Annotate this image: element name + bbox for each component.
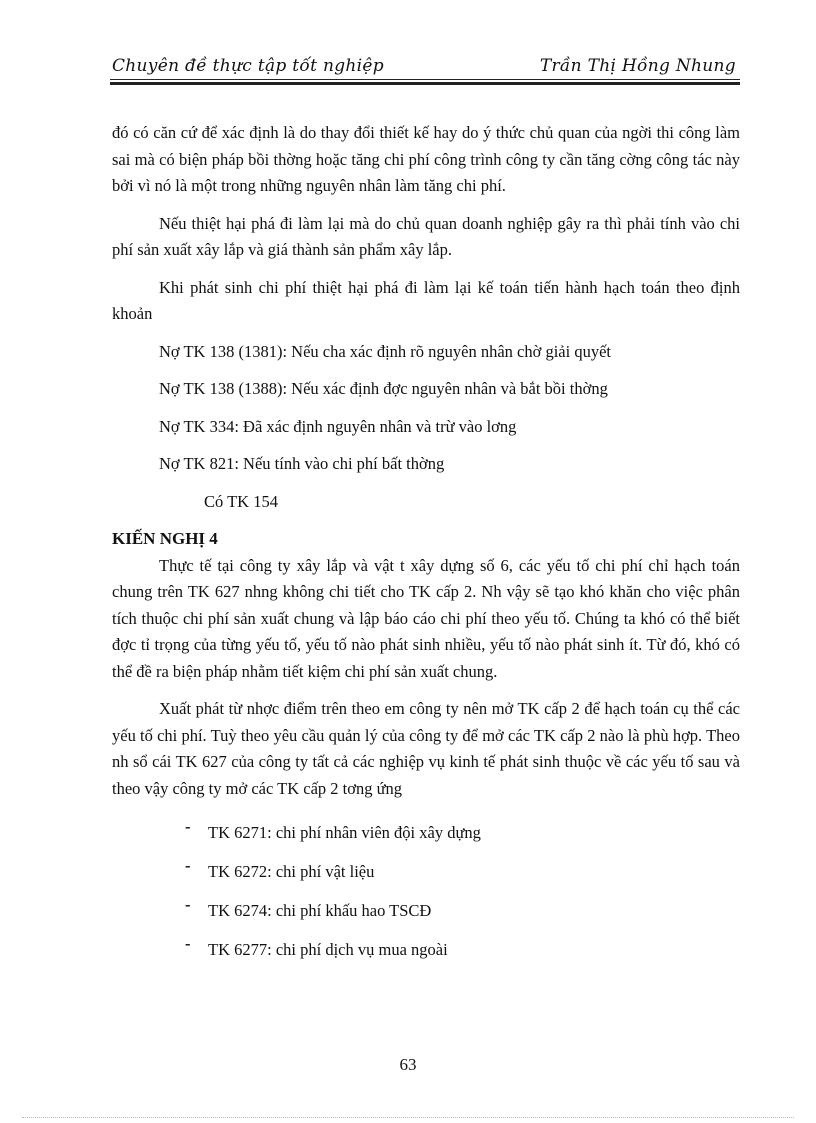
bullet-dash: - xyxy=(185,934,191,953)
bullet-dash: - xyxy=(185,856,191,875)
journal-entry-debit: Nợ TK 334: Đã xác định nguyên nhân và trừ vào lơng xyxy=(159,416,517,436)
list-item xyxy=(112,856,740,898)
paragraph-journal-intro: Khi phát sinh chi phí thiệt hại phá đi làm lại kế toán tiến hành hạch toán theo định khoản xyxy=(112,277,740,323)
journal-entry-debit: Nợ TK 138 (1381): Nếu cha xác định rõ nguyên nhân chờ giải quyết xyxy=(159,341,611,361)
header-document-title: Chuyên đề thực tập tốt nghiệp xyxy=(112,56,384,76)
list-item-text: TK 6277: chi phí dịch vụ mua ngoài xyxy=(208,940,448,959)
page-body xyxy=(112,120,740,976)
section-heading: KIẾN NGHỊ 4 xyxy=(112,529,218,548)
journal-entry-debit: Nợ TK 138 (1388): Nếu xác định đợc nguyên nhân và bắt bồi thờng xyxy=(159,379,608,398)
list-item-text: TK 6271: chi phí nhân viên đội xây dựng xyxy=(208,823,481,842)
bullet-dash: - xyxy=(185,895,191,914)
journal-entry-credit: Có TK 154 xyxy=(204,491,278,511)
header-rule-thin xyxy=(110,79,740,80)
paragraph-damage-accounting: Nếu thiệt hại phá đi làm lại mà do chủ quan doanh nghiệp gây ra thì phải tính vào chi phí sản xuất xây lắp và giá thành sản phẩm xây lắp. xyxy=(112,213,740,259)
list-item xyxy=(112,817,740,859)
page-bottom-dotted-rule xyxy=(22,1117,794,1118)
list-item-text: TK 6274: chi phí khấu hao TSCĐ xyxy=(208,901,432,920)
list-item xyxy=(112,895,740,937)
list-item xyxy=(112,934,740,976)
page-number: 63 xyxy=(399,1055,417,1074)
paragraph-recommendation: Thực tế tại công ty xây lắp và vật t xây dựng số 6, các yếu tố chi phí chỉ hạch toán chung trên TK 627 nhng không chi tiết cho TK cấp 2. Nh vậy sẽ tạo khó khăn cho việc phân tích thuộc chi phí sản xuất chung và lập báo cáo chi phí theo yếu tố. Chúng ta khó có thể biết đợc tỉ trọng của từng yếu tố, yếu tố nào phát sinh nhiều, yếu tố nào phát sinh ít. Từ đó, khó có thể đề ra biện pháp nhằm tiết kiệm chi phí sản xuất chung. xyxy=(112,555,740,681)
header-author-name: Trần Thị Hồng Nhung xyxy=(539,56,736,76)
header-rule-thick xyxy=(110,82,740,85)
journal-entry-debit: Nợ TK 821: Nếu tính vào chi phí bất thờng xyxy=(159,454,445,473)
list-item-text: TK 6272: chi phí vật liệu xyxy=(208,862,375,881)
page-header xyxy=(110,52,740,82)
paragraph-proposal: Xuất phát từ nhợc điểm trên theo em công ty nên mở TK cấp 2 để hạch toán cụ thể các yếu tố chi phí. Tuỳ theo yêu cầu quản lý của công ty để mở các TK cấp 2 nào là phù hợp. Theo nh sổ cái TK 627 của công ty tất cả các nghiệp vụ kinh tế phát sinh thuộc về các yếu tố sau và theo vậy công ty mở các TK cấp 2 tơng ứng xyxy=(112,699,740,798)
paragraph-continuation: đó có căn cứ để xác định là do thay đổi thiết kế hay do ý thức chủ quan của ngời thi công làm sai mà có biện pháp bồi thờng hoặc tăng chi phí công trình công ty cần tăng cờng công tác này bởi vì nó là một trong những nguyên nhân làm tăng chi phí. xyxy=(112,123,740,195)
bullet-dash: - xyxy=(185,817,191,836)
account-list xyxy=(112,817,740,976)
